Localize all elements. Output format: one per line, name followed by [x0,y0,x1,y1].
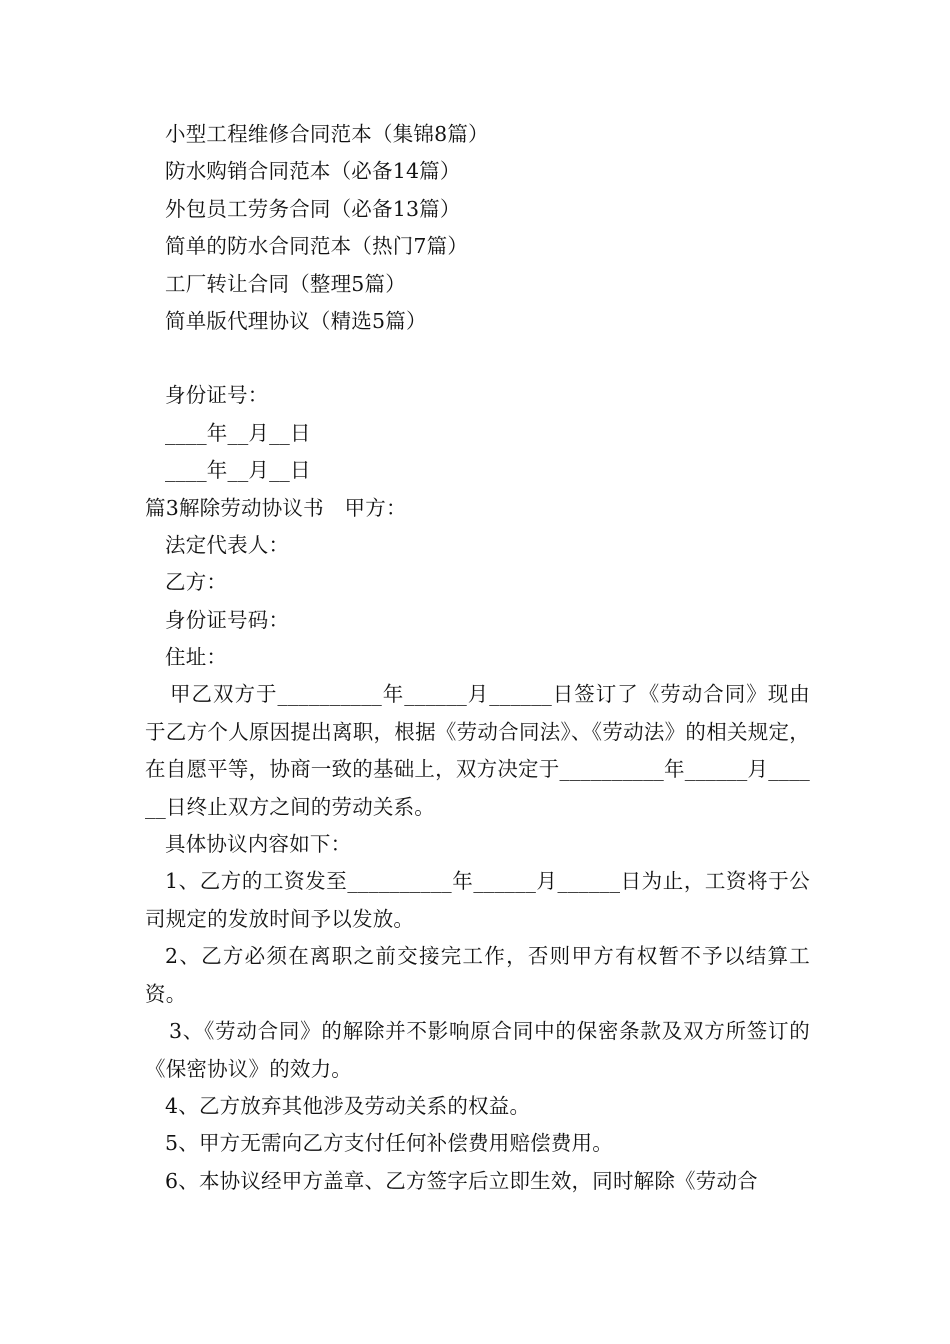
party-b-label: 乙方： [165,570,228,595]
clause-2: 2、乙方必须在离职之前交接完工作，否则甲方有权暂不予以结算工资。 [145,944,810,1006]
agreement-heading: 篇3解除劳动协议书 甲方： [145,495,407,520]
date-line-2: ____年__月__日 [165,458,311,483]
clause-5: 5、甲方无需向乙方支付任何补偿费用赔偿费用。 [165,1131,613,1156]
related-link-5[interactable]: 工厂转让合同（整理5篇） [165,271,406,296]
clause-6: 6、本协议经甲方盖章、乙方签字后立即生效，同时解除《劳动合 [165,1168,758,1193]
document-body [145,116,810,1200]
clause-1: 1、乙方的工资发至__________年______月______日为止，工资将于公司规定的发放时间予以发放。 [145,869,810,931]
related-link-6[interactable]: 简单版代理协议（精选5篇） [165,308,427,333]
related-link-1[interactable]: 小型工程维修合同范本（集锦8篇） [165,122,489,146]
related-link-3[interactable]: 外包员工劳务合同（必备13篇） [165,196,461,221]
agreement-intro-paragraph: 甲乙双方于__________年______月______日签订了《劳动合同》现由于乙方个人原因提出离职，根据《劳动合同法》、《劳动法》的相关规定，在自愿平等，协商一致的基础上，双方决定于__________年______月______日终止双方之间的劳动关系。 [145,682,810,819]
date-line-1: ____年__月__日 [165,420,311,445]
related-link-2[interactable]: 防水购销合同范本（必备14篇） [165,159,461,184]
clause-3: 3、《劳动合同》的解除并不影响原合同中的保密条款及双方所签订的《保密协议》的效力。 [145,1019,810,1081]
address-label: 住址： [165,645,228,670]
blank-line [145,340,810,377]
id-number-label: 身份证号： [165,383,269,408]
clause-4: 4、乙方放弃其他涉及劳动关系的权益。 [165,1093,531,1118]
legal-representative-label: 法定代表人： [165,532,290,557]
content-intro-label: 具体协议内容如下： [165,832,352,857]
id-card-number-label: 身份证号码： [165,607,290,632]
related-link-4[interactable]: 简单的防水合同范本（热门7篇） [165,234,469,259]
